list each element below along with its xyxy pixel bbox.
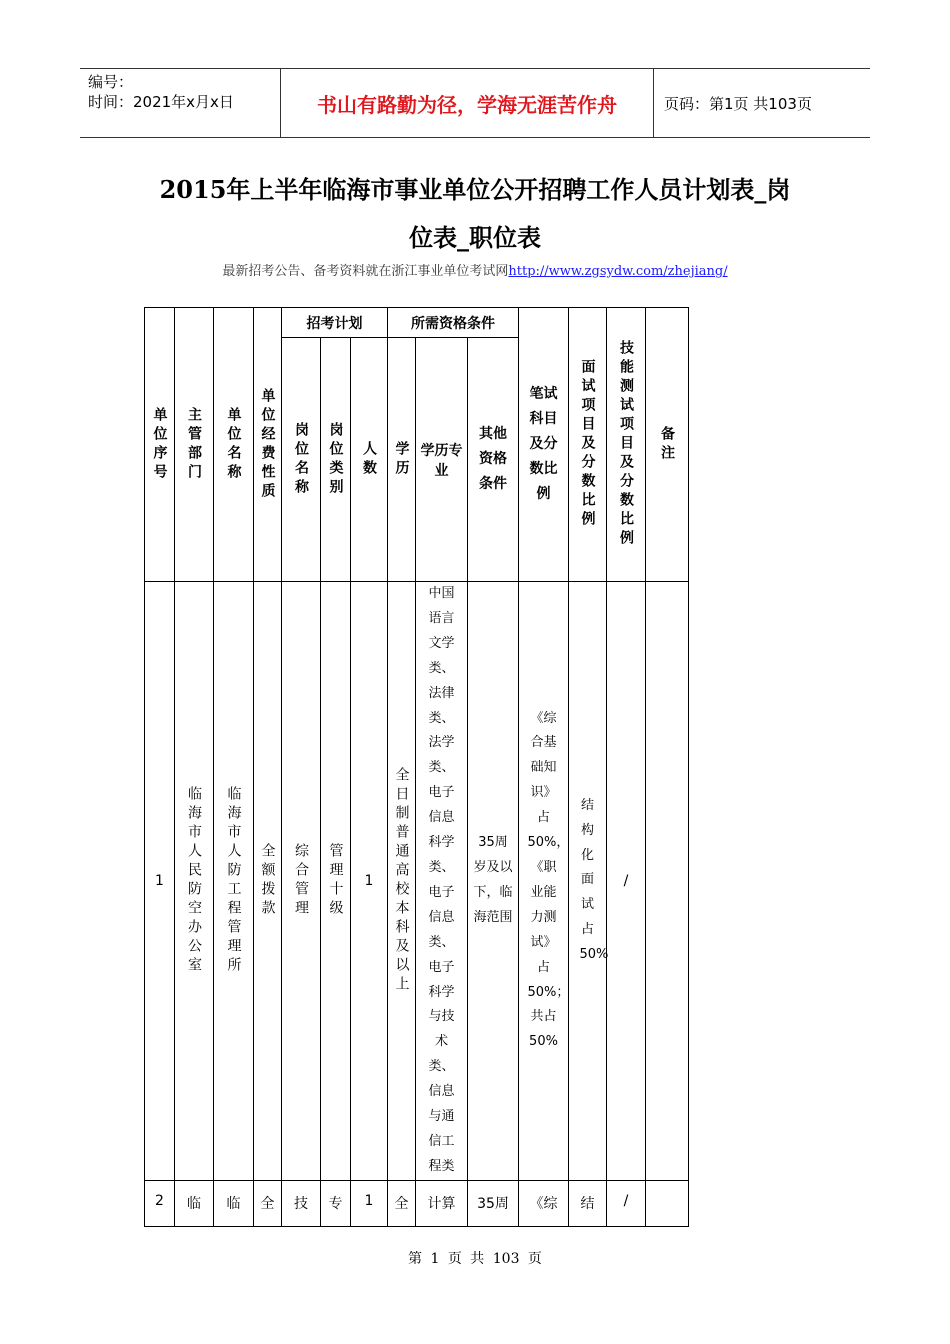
header-skill: 技能测试项目及分数比例	[607, 308, 646, 582]
subtitle	[0, 260, 950, 279]
document-title-line1: 2015年上半年临海市事业单位公开招聘工作人员计划表_岗	[159, 175, 791, 204]
cell-major: 中国语言文学类、法律类、法学类、电子信息科学类、电子信息类、电子科学与技术类、信息与通信工程类	[416, 582, 468, 1181]
cell-unit: 临海市人防工程管理所	[214, 582, 254, 1181]
cell-dept: 临海市人民防空办公室	[175, 582, 214, 1181]
cell-remark	[646, 582, 689, 1181]
cell-education: 全日制普通高校本科及以上	[388, 582, 416, 1181]
cell-skill: /	[607, 582, 646, 1181]
header-seq: 单位序号	[145, 308, 175, 582]
cell-dept: 临	[175, 1180, 214, 1226]
cell-post-name: 技	[282, 1180, 321, 1226]
header-other: 其他资格条件	[468, 338, 519, 582]
header-funding: 单位经费性质	[254, 308, 282, 582]
cell-written: 《综	[519, 1180, 569, 1226]
cell-education: 全	[388, 1180, 416, 1226]
header-written: 笔试科目及分数比例	[519, 308, 569, 582]
cell-other: 35周岁及以下，临海范围	[468, 582, 519, 1181]
header-education: 学历	[388, 338, 416, 582]
cell-funding: 全	[254, 1180, 282, 1226]
header-unit: 单位名称	[214, 308, 254, 582]
cell-count: 1	[351, 1180, 388, 1226]
cell-post-type: 管理十级	[321, 582, 351, 1181]
cell-funding: 全额拨款	[254, 582, 282, 1181]
table-row	[145, 582, 689, 1181]
header-count: 人数	[351, 338, 388, 582]
header-remark: 备注	[646, 308, 689, 582]
cell-seq: 2	[145, 1180, 175, 1226]
subtitle-text: 最新招考公告、备考资料就在浙江事业单位考试网	[222, 264, 509, 279]
subtitle-link[interactable]: http://www.zgsydw.com/zhejiang/	[508, 264, 728, 279]
document-title-line2: 位表_职位表	[409, 223, 541, 252]
page-header	[80, 68, 870, 138]
header-page-number: 页码：第1页 共103页	[664, 94, 812, 113]
page-footer: 第 1 页 共 103 页	[408, 1251, 542, 1267]
header-qualification-group: 所需资格条件	[388, 308, 519, 338]
header-major: 学历专业	[416, 338, 468, 582]
cell-seq: 1	[145, 582, 175, 1181]
doc-code-label: 编号：	[88, 73, 134, 91]
table-row	[145, 1180, 689, 1226]
cell-remark	[646, 1180, 689, 1226]
header-dept: 主管部门	[175, 308, 214, 582]
header-meta	[80, 69, 281, 137]
header-interview: 面试项目及分数比例	[569, 308, 607, 582]
recruitment-table	[144, 307, 689, 1227]
cell-interview: 结构化面试占50%	[569, 582, 607, 1181]
cell-other: 35周	[468, 1180, 519, 1226]
cell-major: 计算	[416, 1180, 468, 1226]
cell-unit: 临	[214, 1180, 254, 1226]
cell-count: 1	[351, 582, 388, 1181]
doc-date: 时间：2021年x月x日	[88, 93, 234, 111]
cell-post-type: 专	[321, 1180, 351, 1226]
cell-interview: 结	[569, 1180, 607, 1226]
cell-post-name: 综合管理	[282, 582, 321, 1181]
header-motto: 书山有路勤为径，学海无涯苦作舟	[281, 69, 654, 137]
header-post-name: 岗位名称	[282, 338, 321, 582]
cell-skill: /	[607, 1180, 646, 1226]
header-post-type: 岗位类别	[321, 338, 351, 582]
cell-written: 《综合基础知识》占50%，《职业能力测试》占50%；共占50%	[519, 582, 569, 1181]
header-plan-group: 招考计划	[282, 308, 388, 338]
